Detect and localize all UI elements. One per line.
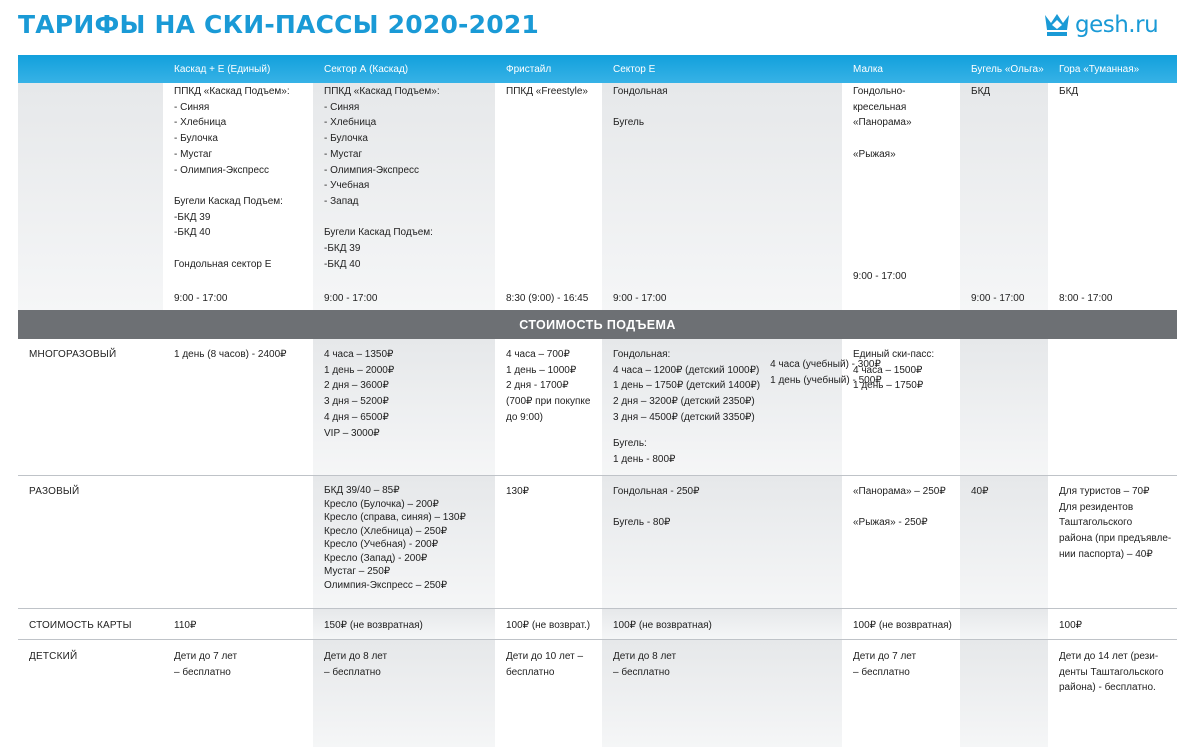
price-line: 1 день (учебный) - 500₽ [770,375,882,387]
price-line: – бесплатно [853,666,910,678]
price-line: 2 дня - 1700₽ [506,380,569,392]
multi-tumannaya [1048,339,1177,475]
hours-sector-a: 9:00 - 17:00 [324,293,378,304]
price-line: «Рыжая» - 250₽ [853,517,928,529]
lifts-kaskad-e [163,83,313,310]
price-line: – бесплатно [613,666,670,678]
logo-text: gesh.ru [1075,12,1159,38]
price-line: 2 дня – 3200₽ (детский 2350₽) [613,396,755,408]
price-line: Кресло (справа, синяя) – 130₽ [324,512,466,523]
price-line: Мустаг – 250₽ [324,566,391,577]
row-single [18,475,1177,608]
lift-line: -БКД 40 [174,227,211,239]
card-sector-e: 100₽ (не возвратная) [602,609,842,639]
table-header-row [18,55,1177,83]
lift-line: - Хлебница [324,117,377,129]
lift-line: - Учебная [324,180,370,192]
price-line: 1 день – 2000₽ [324,364,395,376]
price-line: 4 часа – 700₽ [506,349,570,360]
price-line: 1 день – 1750₽ [853,380,924,392]
hours-freestyle: 8:30 (9:00) - 16:45 [506,293,589,304]
lift-line: «Панорама» [853,117,912,129]
price-line: 130₽ [506,486,530,497]
child-malka [842,640,960,747]
price-line: бесплатно [506,666,555,678]
price-line: Дети до 7 лет [174,651,238,662]
single-kaskad-e [163,476,313,608]
price-line: 1 день - 800₽ [613,453,676,465]
header-sector-e: Сектор Е [613,64,656,75]
hours-malka: 9:00 - 17:00 [853,271,907,282]
card-sector-a: 150₽ (не возвратная) [313,609,495,639]
lift-line: - Хлебница [174,117,227,129]
price-line: 2 дня – 3600₽ [324,380,389,392]
lift-line: кресельная [853,101,907,113]
lifts-row [18,83,1177,310]
hours-kaskad-e: 9:00 - 17:00 [174,293,228,304]
lifts-label [18,83,163,310]
price-line: Дети до 10 лет – [506,651,584,662]
lift-line: - Олимпия-Экспресс [324,164,420,176]
lift-line: Бугель [613,117,645,129]
child-sector-e [602,640,842,747]
card-freestyle: 100₽ (не возврат.) [506,620,591,631]
child-tumannaya [1048,640,1177,747]
price-line: 3 дня – 5200₽ [324,396,389,408]
price-line: Дети до 8 лет [613,651,677,662]
row-label-multi: МНОГОРАЗОВЫЙ [29,349,117,360]
card-malka: 100₽ (не возвратная) [853,620,952,631]
lifts-olga [960,83,1048,310]
header-freestyle: Фристайл [506,64,552,75]
multi-sector-a [313,339,495,475]
price-line: 4 часа – 1500₽ [853,364,923,376]
price-line: района) - бесплатно. [1059,682,1156,694]
card-olga [960,609,1048,639]
lift-line: - Мустаг [324,148,363,160]
single-malka [842,476,960,608]
child-olga [960,640,1048,747]
lifts-sector-e [602,83,842,310]
lift-line: -БКД 39 [324,243,361,255]
lift-line: ППКД «Каскад Подъем»: [324,86,440,97]
lift-line: -БКД 39 [174,211,211,223]
single-olga [960,476,1048,608]
price-line: до 9:00) [506,411,543,423]
price-line: 1 день – 1750₽ (детский 1400₽) [613,380,761,392]
lift-line: БКД [1059,86,1079,97]
header-tumannaya: Гора «Туманная» [1059,64,1140,75]
multi-freestyle [495,339,602,475]
price-line: Кресло (Учебная) - 200₽ [324,539,439,550]
row-child [18,639,1177,747]
price-line: Гондольная - 250₽ [613,486,700,497]
multi-malka [842,339,960,475]
price-line: БКД 39/40 – 85₽ [324,485,400,496]
logo[interactable] [1043,12,1158,38]
multi-sector-e [602,339,882,475]
header-empty [18,55,163,83]
price-line: Дети до 7 лет [853,651,917,662]
lift-line: Гондольная сектор Е [174,258,272,270]
lifts-freestyle [495,83,602,310]
header-olga: Бугель «Ольга» [971,64,1044,75]
price-line: Олимпия-Экспресс – 250₽ [324,579,448,591]
price-line: 3 дня – 4500₽ (детский 3350₽) [613,411,755,423]
row-label-child: ДЕТСКИЙ [29,651,78,662]
lift-line: - Олимпия-Экспресс [174,164,270,176]
price-line: 4 часа – 1200₽ (детский 1000₽) [613,364,760,376]
price-line: VIP – 3000₽ [324,427,380,439]
price-line: Кресло (Запад) - 200₽ [324,552,428,564]
price-line: Кресло (Булочка) – 200₽ [324,498,439,510]
price-line: 4 часа – 1350₽ [324,349,394,360]
row-card [18,608,1177,639]
lift-line: «Рыжая» [853,148,896,160]
price-line: 40₽ [971,486,989,497]
lift-line: - Синяя [174,101,210,113]
lift-line: - Булочка [324,133,368,145]
lift-line: - Синяя [324,101,360,113]
price-line: 1 день (8 часов) - 2400₽ [174,349,287,360]
multi-kaskad-e [163,339,313,475]
header-sector-a: Сектор А (Каскад) [324,64,409,75]
section-bar: СТОИМОСТЬ ПОДЪЕМА [18,310,1177,339]
crown-icon [1043,12,1071,38]
multi-olga [960,339,1048,475]
price-line: Дети до 8 лет [324,651,388,662]
price-line: – бесплатно [324,666,381,678]
row-multi [18,339,1177,475]
card-tumannaya: 100₽ [1059,620,1083,631]
lift-line: ППКД «Freestyle» [506,86,588,97]
price-line: нии паспорта) – 40₽ [1059,548,1153,560]
header-kaskad-e: Каскад + Е (Единый) [174,64,271,75]
price-line: Кресло (Хлебница) – 250₽ [324,525,448,537]
price-line: Единый ски-пасс: [853,349,935,360]
bugel-title: Бугель: [613,437,647,449]
page-title: ТАРИФЫ НА СКИ-ПАССЫ 2020-2021 [18,10,540,39]
price-line: 4 часа (учебный) - 300₽ [770,359,881,371]
row-label-single: РАЗОВЫЙ [29,486,80,497]
lift-line: - Запад [324,195,359,207]
price-line: 4 дня – 6500₽ [324,411,389,423]
lift-line: Бугели Каскад Подъем: [174,195,283,207]
hours-olga: 9:00 - 17:00 [971,293,1025,304]
price-line: 1 день – 1000₽ [506,364,577,376]
price-line: района (при предъявле- [1059,533,1172,545]
lift-line: - Мустаг [174,148,213,160]
single-freestyle [495,476,602,608]
single-sector-a [313,476,495,608]
child-freestyle [495,640,602,747]
header-malka: Малка [853,64,883,75]
price-line: «Панорама» – 250₽ [853,486,946,497]
price-line: (700₽ при покупке [506,396,591,408]
single-sector-e [602,476,842,608]
price-line: Для туристов – 70₽ [1059,486,1150,497]
price-line: Дети до 14 лет (рези- [1059,651,1159,662]
single-tumannaya [1048,476,1177,608]
tariff-table [18,55,1177,747]
lifts-sector-a [313,83,495,310]
price-line: Таштагольского [1059,517,1133,529]
lifts-malka [842,83,960,310]
card-kaskad-e: 110₽ [174,620,197,631]
lift-line: Гондольная [613,86,668,97]
lift-line: ППКД «Каскад Подъем»: [174,86,290,97]
lift-line: БКД [971,86,991,97]
price-line: Бугель - 80₽ [613,517,671,529]
lift-line: -БКД 40 [324,258,361,270]
lift-line: - Булочка [174,133,218,145]
price-line: Для резидентов [1059,501,1134,513]
price-line: денты Таштагольского [1059,666,1164,678]
gondola-title: Гондольная: [613,349,671,360]
lifts-tumannaya [1048,83,1177,310]
child-kaskad-e [163,640,313,747]
row-label-card: СТОИМОСТЬ КАРТЫ [29,620,132,631]
price-line: – бесплатно [174,666,231,678]
lift-line: Гондольно- [853,86,906,97]
child-sector-a [313,640,495,747]
hours-tumannaya: 8:00 - 17:00 [1059,293,1113,304]
hours-sector-e: 9:00 - 17:00 [613,293,667,304]
lift-line: Бугели Каскад Подъем: [324,227,433,239]
